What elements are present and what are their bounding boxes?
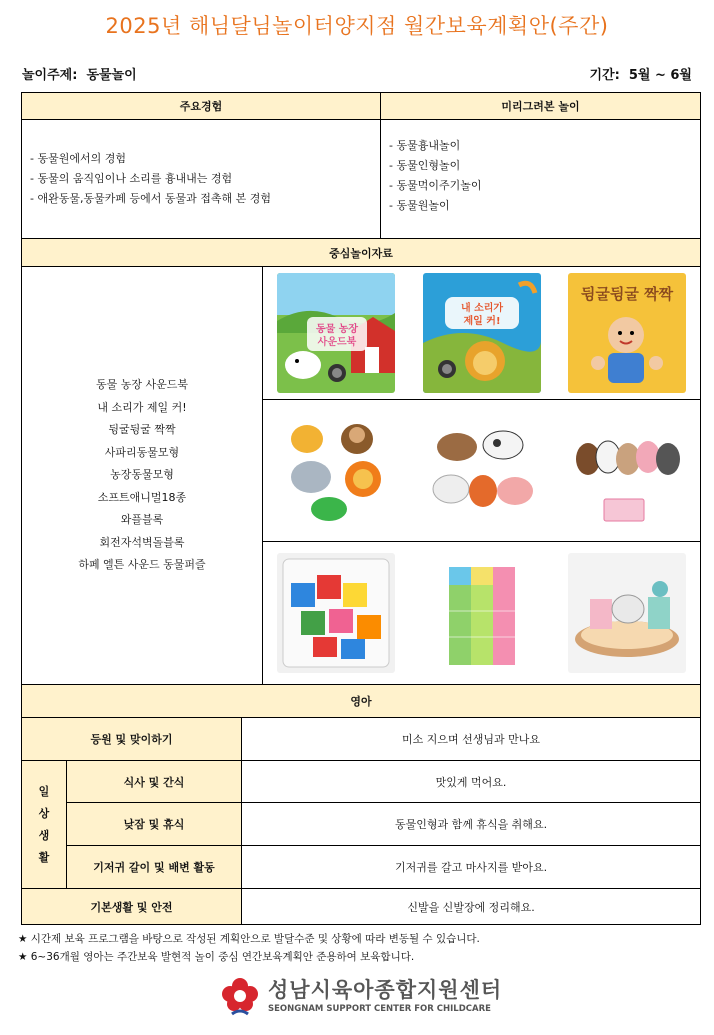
book1-subtitle: 사운드북 [317,337,357,348]
list-item: 사파리동물모형 [104,445,180,459]
book3-title: 뒹굴뒹굴 짝짝 [581,285,674,303]
safety-label: 기본생활 및 안전 [22,889,242,925]
preview-header: 미리그려본 놀이 [381,93,701,120]
book1-title: 동물 농장 [315,324,358,335]
period-info [589,64,692,83]
books-photo-row [263,267,701,400]
book2-subtitle: 제일 커! [462,316,501,327]
list-item: 내 소리가 제일 커! [97,400,187,414]
diaper-label: 기저귀 갈이 및 배변 활동 [67,846,242,889]
loudest-voice-book-image [423,273,541,393]
infant-header: 영아 [22,685,701,718]
farm-sound-book-image [277,273,395,393]
soft-animals-image [568,411,686,531]
nap-value: 동물인형과 함께 휴식을 취해요. [242,803,701,846]
daily-life-char: 활 [38,850,50,864]
footnote: ★ 시간제 보육 프로그램을 바탕으로 작성된 계획안으로 발달수준 및 상황에 따라 변동될 수 있습니다. [18,933,480,945]
daily-life-char: 상 [38,806,50,820]
theme-value: 동물놀이 [86,68,137,83]
center-logo [218,974,518,1020]
list-item: 농장동물모형 [110,468,174,482]
figures-photo-row [263,400,701,542]
list-item: 회전자석벽돌블록 [99,535,185,549]
list-item: - 동물인형놀이 [389,159,461,172]
diaper-value: 기저귀를 갈고 마사지를 받아요. [242,846,701,889]
farm-animal-figures-image [423,411,541,531]
list-item: - 애완동물,동물카페 등에서 동물과 접촉해 본 경험 [30,192,271,205]
page-title: 2025년 해님달님놀이터양지점 월간보육계획안(주간) [105,14,609,38]
safari-animal-figures-image [277,411,395,531]
list-item: 동물 농장 사운드북 [95,378,188,392]
period-value: 5월 ~ 6월 [628,68,692,83]
flower-logo-icon [218,974,262,1018]
materials-list [22,267,263,685]
footnote: ★ 6~36개월 영아는 주간보육 발현적 놀이 중심 연간보육계획안 준용하여 보육합니다. [18,951,415,963]
daily-life-label [22,761,67,889]
meal-value: 맛있게 먹어요. [242,761,701,803]
list-item: 소프트애니멀18종 [97,490,187,504]
experience-list [22,120,381,239]
rolling-clap-book-image [568,273,686,393]
list-item: 하페 엘튼 사운드 동물퍼즐 [78,558,206,572]
magnetic-blocks-image [423,553,541,673]
list-item: - 동물원에서의 경험 [30,152,126,165]
plan-table [21,92,701,925]
list-item: 뒹굴뒹굴 짝짝 [108,423,176,437]
list-item: - 동물먹이주기놀이 [389,179,482,192]
experience-header: 주요경험 [22,93,381,120]
preview-list [381,120,701,239]
greeting-value: 미소 지으며 선생님과 만나요 [242,718,701,761]
center-english-name: SEONGNAM SUPPORT CENTER FOR CHILDCARE [268,1004,491,1014]
daily-life-char: 생 [38,828,50,842]
center-name: 성남시육아종합지원센터 [268,978,503,1002]
materials-header: 중심놀이자료 [22,239,701,267]
sound-animal-puzzle-image [568,553,686,673]
book2-title: 내 소리가 [460,303,503,314]
meal-label: 식사 및 간식 [67,761,242,803]
nap-label: 낮잠 및 휴식 [67,803,242,846]
daily-life-char: 일 [38,784,50,798]
waffle-blocks-image [277,553,395,673]
list-item: - 동물원놀이 [389,199,450,212]
safety-value: 신발을 신발장에 정리해요. [242,889,701,925]
list-item: 와플블록 [120,513,164,527]
blocks-photo-row [263,542,701,685]
theme-info [22,64,137,83]
footnotes [18,930,480,966]
list-item: - 동물의 움직임이나 소리를 흉내내는 경험 [30,172,233,185]
theme-label: 놀이주제: [22,68,78,83]
period-label: 기간: [589,68,620,83]
greeting-label: 등원 및 맞이하기 [22,718,242,761]
list-item: - 동물흉내놀이 [389,139,461,152]
